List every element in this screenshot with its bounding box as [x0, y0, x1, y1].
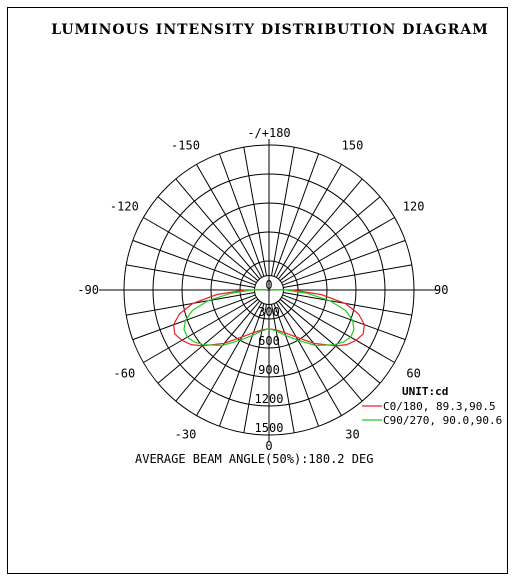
beam-angle-note: AVERAGE BEAM ANGLE(50%):180.2 DEG [135, 452, 374, 466]
angle-label: 90 [434, 283, 449, 297]
angle-label: -30 [174, 427, 197, 442]
radial-label: 600 [258, 334, 280, 348]
angle-label: -120 [109, 199, 139, 214]
grid-spoke [244, 147, 267, 276]
angle-label: -90 [77, 283, 99, 297]
angle-label: -150 [171, 138, 200, 153]
angle-label: 150 [341, 138, 364, 153]
grid-spoke [283, 265, 412, 288]
legend-label: C0/180, 89.3,90.5 [383, 400, 496, 413]
radial-label: 1200 [254, 392, 284, 406]
radial-label: 0 [265, 278, 273, 292]
grid-spoke [126, 293, 255, 316]
angle-label: -60 [113, 366, 136, 381]
legend [362, 385, 502, 427]
angle-label: 0 [265, 439, 273, 453]
grid-spoke [283, 293, 412, 316]
radial-label: 1500 [254, 421, 284, 435]
grid-spoke [272, 147, 295, 276]
angle-label: 30 [345, 427, 360, 442]
unit-label: UNIT:cd [402, 385, 449, 398]
chart-title: LUMINOUS INTENSITY DISTRIBUTION DIAGRAM [51, 22, 489, 38]
angle-label: -/+180 [247, 126, 291, 140]
grid-spoke [126, 265, 255, 288]
radial-label: 300 [258, 305, 280, 319]
legend-label: C90/270, 90.0,90.6 [383, 414, 503, 427]
angle-label: 60 [406, 366, 421, 381]
angle-label: 120 [402, 199, 425, 214]
radial-label: 900 [258, 363, 280, 377]
